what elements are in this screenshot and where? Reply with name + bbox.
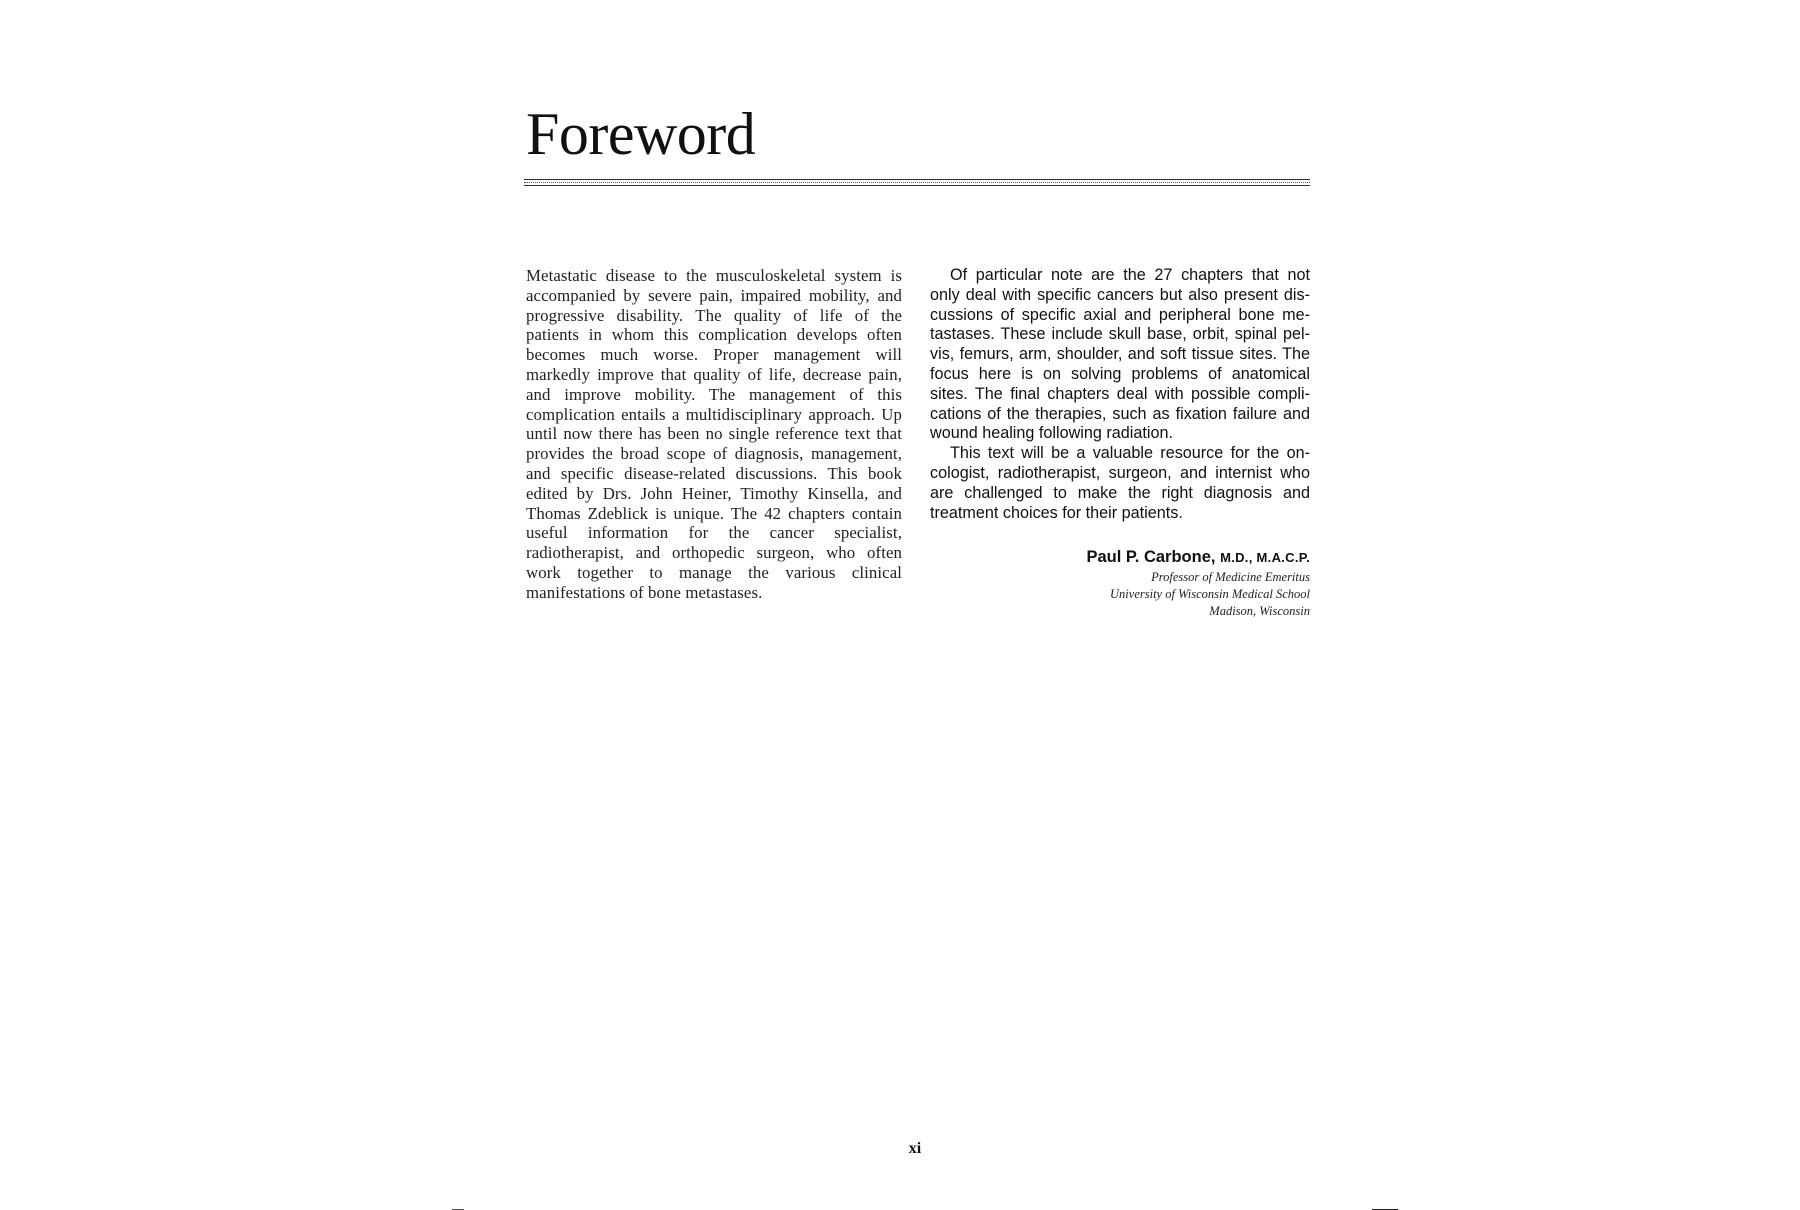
signature-name-line bbox=[930, 546, 1310, 569]
left-paragraph-1: Metastatic disease to the musculoskeletal system is accompanied by severe pain, impaired mobility, and progressive disability. The quality of life of the patients in whom this complication develops often becomes much worse. Proper management will markedly improve that quality of life, decrease pain, and improve mobility. The management of this complication entails a multidisciplinary approach. Up until now there has been no single reference text that provides the broad scope of diagnosis, management, and specific disease-related discussions. This book edited by Drs. John Heiner, Timothy Kinsella, and Thomas Zdeblick is unique. The 42 chapters contain useful information for the cancer specialist, radiotherapist, and orthopedic surgeon, who often work together to manage the various clinical manifestations of bone metastases. bbox=[526, 266, 902, 602]
signature-location: Madison, Wisconsin bbox=[1209, 604, 1310, 618]
page-number: xi bbox=[908, 1140, 922, 1157]
right-paragraph-1: Of particular note are the 27 chapters that not only deal with specific cancers but also present discussions of specific axial and peripheral bone metastases. These include skull base, orbit, spinal pelvis, femurs, arm, shoulder, and soft tissue sites. The focus here is on solving problems of anatomical sites. The final chapters deal with possible complications of the therapies, such as fixation failure and wound healing following radiation. bbox=[930, 266, 1310, 443]
left-column bbox=[526, 266, 902, 603]
page-title: Foreword bbox=[526, 101, 756, 167]
signature-block bbox=[930, 546, 1310, 620]
signature-title: Professor of Medicine Emeritus bbox=[1151, 570, 1310, 584]
right-column bbox=[930, 266, 1310, 523]
signature-institution: University of Wisconsin Medical School bbox=[1110, 587, 1310, 601]
title-rule bbox=[524, 179, 1310, 187]
right-paragraph-2: This text will be a valuable resource for the oncologist, radiotherapist, surgeon, and internist who are challenged to make the right diagnosis and treatment choices for their patients. bbox=[930, 444, 1310, 522]
signature-name: Paul P. Carbone, bbox=[1086, 548, 1216, 566]
signature-credentials: M.D., M.A.C.P. bbox=[1220, 550, 1310, 565]
